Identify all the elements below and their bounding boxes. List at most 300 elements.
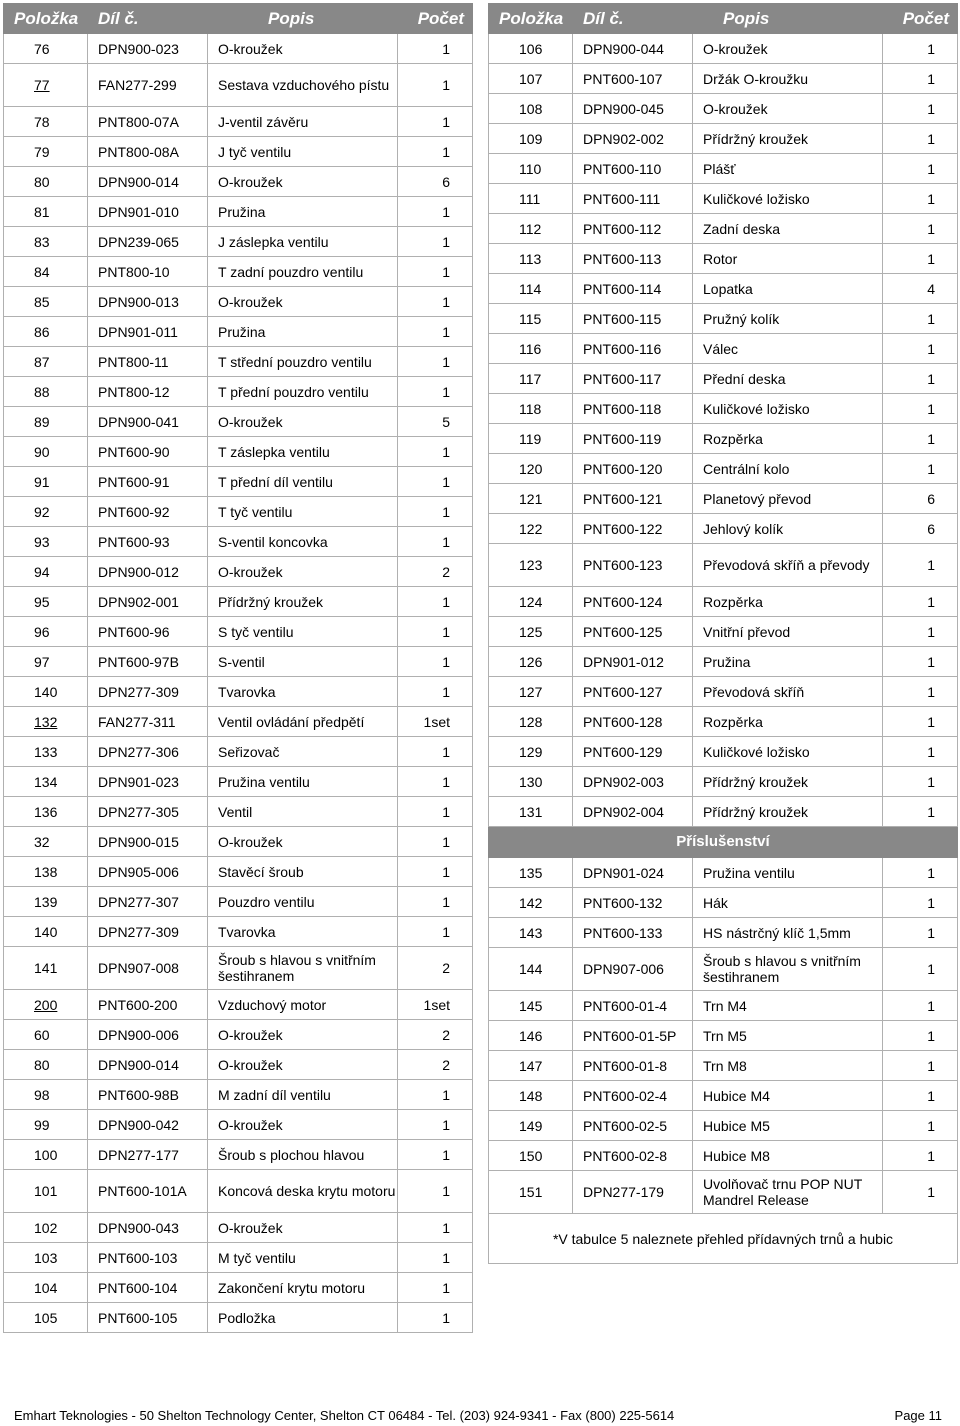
cell-position: 118 [489, 394, 573, 424]
cell-quantity: 1 [883, 334, 958, 364]
cell-part-number: DPN277-307 [88, 887, 208, 917]
cell-quantity: 1 [398, 887, 473, 917]
cell-quantity: 1 [398, 1303, 473, 1333]
cell-part-number: PNT600-113 [573, 244, 693, 274]
cell-quantity: 1 [398, 917, 473, 947]
cell-description: S-ventil [208, 647, 398, 677]
cell-part-number: DPN900-014 [88, 1050, 208, 1080]
table-row [489, 544, 958, 587]
cell-position: 86 [4, 317, 88, 347]
cell-quantity: 1 [398, 1080, 473, 1110]
table-row [4, 467, 473, 497]
cell-quantity: 1 [883, 1081, 958, 1111]
cell-description: T přední pouzdro ventilu [208, 377, 398, 407]
cell-description: Přídržný kroužek [693, 124, 883, 154]
cell-quantity: 1 [883, 991, 958, 1021]
table-row [4, 137, 473, 167]
table-row [4, 767, 473, 797]
cell-quantity: 1 [883, 94, 958, 124]
cell-position: 89 [4, 407, 88, 437]
cell-quantity: 1 [398, 347, 473, 377]
cell-quantity: 1 [398, 137, 473, 167]
cell-position: 147 [489, 1051, 573, 1081]
cell-part-number: PNT600-01-5P [573, 1021, 693, 1051]
cell-description: Pružný kolík [693, 304, 883, 334]
cell-quantity: 1 [883, 1171, 958, 1214]
accessories-section [489, 827, 958, 858]
cell-quantity: 1 [398, 797, 473, 827]
table-row [489, 304, 958, 334]
cell-description: J záslepka ventilu [208, 227, 398, 257]
cell-quantity: 1 [883, 948, 958, 991]
cell-position: 112 [489, 214, 573, 244]
cell-quantity: 1 [398, 64, 473, 107]
table-row [4, 497, 473, 527]
table-header-row [489, 4, 958, 34]
cell-quantity: 1 [398, 34, 473, 64]
table-row [489, 484, 958, 514]
cell-part-number: DPN901-023 [88, 767, 208, 797]
cell-position: 148 [489, 1081, 573, 1111]
cell-position: 151 [489, 1171, 573, 1214]
table-row [4, 1110, 473, 1140]
cell-quantity: 1 [398, 617, 473, 647]
cell-quantity: 1set [398, 990, 473, 1020]
cell-part-number: PNT600-02-4 [573, 1081, 693, 1111]
cell-quantity: 1 [883, 797, 958, 827]
cell-part-number: DPN277-177 [88, 1140, 208, 1170]
cell-position: 149 [489, 1111, 573, 1141]
cell-quantity: 1 [883, 364, 958, 394]
cell-position: 87 [4, 347, 88, 377]
cell-description: Pružina [208, 317, 398, 347]
table-row [489, 214, 958, 244]
table-row [4, 677, 473, 707]
cell-part-number: DPN902-004 [573, 797, 693, 827]
cell-quantity: 1 [398, 497, 473, 527]
table-row [489, 334, 958, 364]
cell-part-number: PNT800-10 [88, 257, 208, 287]
cell-part-number: PNT800-07A [88, 107, 208, 137]
cell-position: 109 [489, 124, 573, 154]
table-row [489, 991, 958, 1021]
cell-position: 150 [489, 1141, 573, 1171]
table-row [4, 990, 473, 1020]
cell-position: 84 [4, 257, 88, 287]
cell-position: 135 [489, 858, 573, 888]
cell-description: O-kroužek [208, 1050, 398, 1080]
table-row [489, 1021, 958, 1051]
cell-part-number: PNT600-02-5 [573, 1111, 693, 1141]
cell-part-number: DPN902-003 [573, 767, 693, 797]
cell-part-number: PNT600-92 [88, 497, 208, 527]
cell-part-number: PNT800-08A [88, 137, 208, 167]
cell-quantity: 1 [883, 918, 958, 948]
cell-position: 131 [489, 797, 573, 827]
cell-part-number: PNT600-117 [573, 364, 693, 394]
cell-part-number: PNT600-125 [573, 617, 693, 647]
cell-part-number: FAN277-299 [88, 64, 208, 107]
table-row [4, 257, 473, 287]
header-quantity: Počet [883, 4, 958, 34]
cell-part-number: PNT600-111 [573, 184, 693, 214]
cell-description: O-kroužek [693, 34, 883, 64]
cell-part-number: DPN900-013 [88, 287, 208, 317]
cell-quantity: 2 [398, 1050, 473, 1080]
cell-position: 146 [489, 1021, 573, 1051]
cell-part-number: PNT600-107 [573, 64, 693, 94]
cell-description: T zadní pouzdro ventilu [208, 257, 398, 287]
table-row [489, 948, 958, 991]
cell-description: Přídržný kroužek [693, 797, 883, 827]
cell-description: Hubice M4 [693, 1081, 883, 1111]
cell-quantity: 1 [883, 617, 958, 647]
cell-description: Pružina ventilu [693, 858, 883, 888]
cell-position: 200 [4, 990, 88, 1020]
cell-description: Seřizovač [208, 737, 398, 767]
cell-part-number: PNT600-103 [88, 1243, 208, 1273]
parts-table-left [3, 3, 473, 1333]
footer-page-number: Page 11 [894, 1408, 942, 1423]
cell-description: Podložka [208, 1303, 398, 1333]
cell-quantity: 1 [883, 424, 958, 454]
cell-part-number: PNT600-01-8 [573, 1051, 693, 1081]
cell-position: 78 [4, 107, 88, 137]
cell-position: 133 [4, 737, 88, 767]
table-row [4, 947, 473, 990]
table-row [4, 917, 473, 947]
table-row [489, 394, 958, 424]
cell-part-number: DPN907-008 [88, 947, 208, 990]
cell-description: Kuličkové ložisko [693, 394, 883, 424]
table-row [4, 1050, 473, 1080]
cell-position: 108 [489, 94, 573, 124]
cell-quantity: 1 [883, 1111, 958, 1141]
cell-position: 104 [4, 1273, 88, 1303]
cell-quantity: 1set [398, 707, 473, 737]
cell-position: 93 [4, 527, 88, 557]
cell-description: T přední díl ventilu [208, 467, 398, 497]
cell-part-number: DPN277-179 [573, 1171, 693, 1214]
cell-quantity: 6 [883, 484, 958, 514]
cell-description: Přídržný kroužek [208, 587, 398, 617]
cell-position: 105 [4, 1303, 88, 1333]
table-row [4, 317, 473, 347]
cell-position: 60 [4, 1020, 88, 1050]
cell-description: Stavěcí šroub [208, 857, 398, 887]
cell-part-number: PNT600-96 [88, 617, 208, 647]
header-position: Položka [4, 4, 88, 34]
cell-quantity: 1 [883, 394, 958, 424]
cell-position: 122 [489, 514, 573, 544]
cell-part-number: DPN900-015 [88, 827, 208, 857]
cell-description: T tyč ventilu [208, 497, 398, 527]
cell-quantity: 1 [883, 544, 958, 587]
cell-position: 79 [4, 137, 88, 167]
table-row [489, 1141, 958, 1171]
cell-position: 85 [4, 287, 88, 317]
table-row [489, 677, 958, 707]
cell-quantity: 1 [883, 304, 958, 334]
cell-quantity: 2 [398, 947, 473, 990]
cell-part-number: DPN902-002 [573, 124, 693, 154]
cell-description: O-kroužek [208, 1213, 398, 1243]
table-row [489, 888, 958, 918]
cell-description: Pouzdro ventilu [208, 887, 398, 917]
table-row [489, 34, 958, 64]
cell-part-number: PNT600-119 [573, 424, 693, 454]
cell-part-number: PNT600-127 [573, 677, 693, 707]
table-row [4, 557, 473, 587]
cell-position: 90 [4, 437, 88, 467]
cell-description: Rozpěrka [693, 707, 883, 737]
cell-part-number: PNT600-121 [573, 484, 693, 514]
header-description: Popis [693, 4, 883, 34]
cell-position: 134 [4, 767, 88, 797]
header-position: Položka [489, 4, 573, 34]
cell-position: 128 [489, 707, 573, 737]
table-row [489, 514, 958, 544]
accessories-table-body [489, 858, 958, 1214]
cell-part-number: DPN900-014 [88, 167, 208, 197]
cell-position: 91 [4, 467, 88, 497]
cell-description: Šroub s hlavou s vnitřním šestihranem [693, 948, 883, 991]
cell-position: 117 [489, 364, 573, 394]
parts-table-left-body [4, 34, 473, 1333]
cell-quantity: 2 [398, 557, 473, 587]
cell-part-number: DPN901-011 [88, 317, 208, 347]
cell-description: Plášť [693, 154, 883, 184]
table-row [489, 858, 958, 888]
cell-description: Kuličkové ložisko [693, 737, 883, 767]
table-row [4, 437, 473, 467]
cell-position: 106 [489, 34, 573, 64]
cell-description: M zadní díl ventilu [208, 1080, 398, 1110]
table-row [4, 1020, 473, 1050]
cell-quantity: 1 [398, 767, 473, 797]
cell-part-number: DPN277-309 [88, 677, 208, 707]
cell-part-number: PNT600-93 [88, 527, 208, 557]
cell-part-number: PNT600-114 [573, 274, 693, 304]
cell-description: Trn M5 [693, 1021, 883, 1051]
cell-position: 136 [4, 797, 88, 827]
cell-description: Převodová skříň a převody [693, 544, 883, 587]
cell-quantity: 1 [398, 467, 473, 497]
cell-position: 138 [4, 857, 88, 887]
table-row [4, 407, 473, 437]
cell-description: Přídržný kroužek [693, 767, 883, 797]
cell-position: 123 [489, 544, 573, 587]
cell-part-number: DPN277-306 [88, 737, 208, 767]
cell-part-number: DPN907-006 [573, 948, 693, 991]
cell-quantity: 1 [398, 1273, 473, 1303]
parts-table-right-body [489, 34, 958, 827]
cell-description: Vnitřní převod [693, 617, 883, 647]
cell-description: Pružina [693, 647, 883, 677]
cell-part-number: PNT600-120 [573, 454, 693, 484]
header-part-number: Díl č. [573, 4, 693, 34]
cell-part-number: DPN900-043 [88, 1213, 208, 1243]
cell-quantity: 1 [883, 454, 958, 484]
cell-position: 115 [489, 304, 573, 334]
table-row [4, 617, 473, 647]
cell-position: 101 [4, 1170, 88, 1213]
footnote: *V tabulce 5 naleznete přehled přídavných trnů a hubic [489, 1214, 958, 1264]
cell-quantity: 1 [398, 317, 473, 347]
cell-quantity: 1 [883, 858, 958, 888]
table-row [489, 124, 958, 154]
cell-description: O-kroužek [208, 34, 398, 64]
cell-position: 119 [489, 424, 573, 454]
cell-description: S tyč ventilu [208, 617, 398, 647]
cell-position: 81 [4, 197, 88, 227]
cell-quantity: 1 [883, 184, 958, 214]
table-row [489, 1051, 958, 1081]
cell-part-number: DPN277-309 [88, 917, 208, 947]
cell-position: 80 [4, 167, 88, 197]
cell-description: Sestava vzduchového pístu [208, 64, 398, 107]
cell-description: Trn M8 [693, 1051, 883, 1081]
cell-position: 140 [4, 917, 88, 947]
cell-part-number: PNT600-124 [573, 587, 693, 617]
table-row [4, 287, 473, 317]
table-row [489, 454, 958, 484]
table-row [489, 767, 958, 797]
cell-part-number: PNT600-112 [573, 214, 693, 244]
cell-description: Hubice M5 [693, 1111, 883, 1141]
cell-part-number: DPN900-012 [88, 557, 208, 587]
table-row [489, 1111, 958, 1141]
cell-position: 120 [489, 454, 573, 484]
table-row [489, 184, 958, 214]
cell-description: Koncová deska krytu motoru [208, 1170, 398, 1213]
cell-quantity: 1 [398, 1243, 473, 1273]
cell-part-number: DPN277-305 [88, 797, 208, 827]
cell-part-number: PNT600-98B [88, 1080, 208, 1110]
cell-position: 97 [4, 647, 88, 677]
cell-position: 100 [4, 1140, 88, 1170]
cell-position: 132 [4, 707, 88, 737]
table-row [489, 797, 958, 827]
cell-quantity: 6 [398, 167, 473, 197]
table-row [4, 647, 473, 677]
cell-description: Centrální kolo [693, 454, 883, 484]
cell-quantity: 1 [883, 888, 958, 918]
cell-part-number: DPN900-006 [88, 1020, 208, 1050]
cell-position: 92 [4, 497, 88, 527]
cell-description: Tvarovka [208, 917, 398, 947]
cell-quantity: 1 [883, 767, 958, 797]
cell-description: Vzduchový motor [208, 990, 398, 1020]
cell-description: O-kroužek [208, 407, 398, 437]
table-row [489, 424, 958, 454]
cell-position: 127 [489, 677, 573, 707]
cell-quantity: 1 [398, 527, 473, 557]
cell-description: Ventil [208, 797, 398, 827]
table-row [489, 94, 958, 124]
cell-description: Pružina [208, 197, 398, 227]
cell-position: 76 [4, 34, 88, 64]
cell-position: 143 [489, 918, 573, 948]
table-row [4, 797, 473, 827]
cell-description: T střední pouzdro ventilu [208, 347, 398, 377]
cell-part-number: PNT600-91 [88, 467, 208, 497]
table-row [4, 64, 473, 107]
table-row [489, 737, 958, 767]
cell-description: Trn M4 [693, 991, 883, 1021]
table-row [4, 587, 473, 617]
cell-part-number: PNT800-11 [88, 347, 208, 377]
cell-quantity: 1 [398, 227, 473, 257]
cell-position: 114 [489, 274, 573, 304]
parts-table-right [488, 3, 958, 1264]
cell-position: 103 [4, 1243, 88, 1273]
cell-position: 94 [4, 557, 88, 587]
cell-quantity: 1 [398, 737, 473, 767]
table-row [4, 887, 473, 917]
cell-quantity: 1 [883, 214, 958, 244]
table-row [4, 1213, 473, 1243]
cell-part-number: PNT800-12 [88, 377, 208, 407]
cell-part-number: PNT600-123 [573, 544, 693, 587]
cell-quantity: 1 [398, 1213, 473, 1243]
table-row [489, 154, 958, 184]
cell-part-number: PNT600-115 [573, 304, 693, 334]
cell-position: 107 [489, 64, 573, 94]
cell-description: O-kroužek [208, 167, 398, 197]
cell-description: Převodová skříň [693, 677, 883, 707]
table-header-row [4, 4, 473, 34]
cell-part-number: DPN900-042 [88, 1110, 208, 1140]
cell-position: 98 [4, 1080, 88, 1110]
cell-description: O-kroužek [208, 287, 398, 317]
cell-quantity: 1 [883, 154, 958, 184]
cell-position: 113 [489, 244, 573, 274]
cell-part-number: PNT600-132 [573, 888, 693, 918]
cell-position: 77 [4, 64, 88, 107]
cell-description: O-kroužek [208, 1110, 398, 1140]
cell-position: 141 [4, 947, 88, 990]
cell-part-number: DPN900-044 [573, 34, 693, 64]
table-row [4, 527, 473, 557]
cell-part-number: DPN902-001 [88, 587, 208, 617]
cell-part-number: PNT600-110 [573, 154, 693, 184]
cell-position: 96 [4, 617, 88, 647]
cell-description: Rozpěrka [693, 424, 883, 454]
cell-position: 125 [489, 617, 573, 647]
table-row [4, 1170, 473, 1213]
cell-description: M tyč ventilu [208, 1243, 398, 1273]
cell-part-number: DPN900-023 [88, 34, 208, 64]
table-row [4, 197, 473, 227]
accessories-title: Příslušenství [489, 827, 958, 858]
cell-position: 145 [489, 991, 573, 1021]
cell-position: 144 [489, 948, 573, 991]
cell-quantity: 1 [398, 287, 473, 317]
cell-description: Zakončení krytu motoru [208, 1273, 398, 1303]
cell-part-number: PNT600-90 [88, 437, 208, 467]
table-row [489, 274, 958, 304]
table-row [489, 1171, 958, 1214]
header-part-number: Díl č. [88, 4, 208, 34]
table-row [4, 1243, 473, 1273]
cell-position: 116 [489, 334, 573, 364]
cell-description: O-kroužek [208, 1020, 398, 1050]
cell-position: 124 [489, 587, 573, 617]
cell-quantity: 1 [398, 107, 473, 137]
cell-quantity: 2 [398, 1020, 473, 1050]
table-row [489, 647, 958, 677]
